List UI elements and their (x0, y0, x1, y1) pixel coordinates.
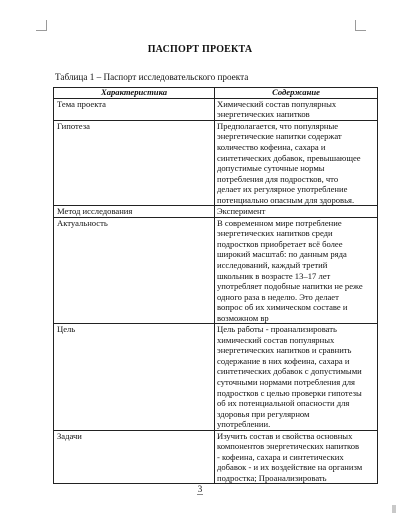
row-value-line: подростка; Проанализировать (217, 472, 327, 483)
row-value-line: - кофеина, сахара и синтетических (217, 451, 344, 462)
row-label: Актуальность (54, 217, 215, 323)
row-value-line: энергетические напитки содержат (217, 131, 342, 142)
row-value (215, 430, 378, 484)
row-value-line: энергетических напитков (217, 109, 310, 120)
row-value-line: энергетических напитков среди (217, 228, 333, 239)
row-value-line: потребления для подростков, что (217, 173, 339, 184)
row-value-line: подростков приобретает всё более (217, 238, 343, 249)
row-value (215, 206, 378, 218)
row-label: Тема проекта (54, 98, 215, 120)
page-number-value: 3 (197, 484, 203, 494)
row-value-line: потенциально опасным для здоровья. (217, 194, 355, 205)
row-value-line: употребляет подобные напитки не реже (217, 281, 363, 292)
table-row (54, 430, 378, 484)
table-caption: Таблица 1 – Паспорт исследовательского проекта (55, 72, 249, 82)
row-value (215, 120, 378, 205)
table-row (54, 98, 378, 120)
row-value-line: синтетических добавок с допустимыми (217, 366, 362, 377)
row-value-line: количество кофеина, сахара и (217, 141, 326, 152)
table-row (54, 120, 378, 205)
margin-corner-mark-top-right (355, 20, 366, 31)
row-value-line: здоровья при регулярном (217, 408, 310, 419)
row-label: Цель (54, 324, 215, 430)
row-value-line: Химический состав популярных (217, 98, 337, 109)
row-value-line: употреблении. (217, 419, 271, 430)
row-value-line: энергетических напитков и сравнить (217, 345, 352, 356)
row-value-line: исследований, каждый третий (217, 260, 328, 270)
table-row (54, 324, 378, 430)
row-value-line: синтетических добавок, превышающее (217, 152, 361, 163)
row-value-line: Цель работы - проанализировать (217, 324, 337, 335)
row-value-line: возможном вр (217, 312, 269, 323)
row-value-line: допустимые суточные нормы (217, 163, 325, 174)
scrollbar-fragment[interactable] (392, 505, 396, 513)
row-value-line: вопрос об их химическом составе и (217, 302, 348, 313)
row-value (215, 217, 378, 323)
row-value-line: школьник в возрасте 13–17 лет (217, 270, 331, 281)
margin-corner-mark-top-left (36, 20, 47, 31)
row-value-line: В современном мире потребление (217, 217, 342, 228)
row-value-line: одного раза в неделю. Это делает (217, 291, 339, 302)
row-value (215, 98, 378, 120)
row-value-line: химический состав популярных (217, 334, 335, 345)
row-value-line: Эксперимент (217, 206, 266, 217)
page-number (0, 484, 400, 495)
column-header-characteristic: Характеристика (54, 88, 215, 99)
row-value-line: делает их регулярное употребление (217, 184, 348, 195)
document-title: ПАСПОРТ ПРОЕКТА (147, 44, 253, 55)
row-label: Гипотеза (54, 120, 215, 205)
row-value-line: добавок - и их воздействие на организм (217, 462, 363, 473)
row-value (215, 324, 378, 430)
row-value-line: об их потенциальной опасности для (217, 398, 350, 409)
row-label: Задачи (54, 430, 215, 484)
row-value-line: содержание в них кофеина, сахара и (217, 355, 350, 366)
table-row (54, 206, 378, 218)
table-row (54, 217, 378, 323)
row-value-line: Изучить состав и свойства основных (217, 430, 353, 441)
row-value-line: подростков с целью проверки гипотезы (217, 387, 362, 398)
row-value-line: компонентов энергетических напитков (217, 441, 360, 452)
row-value-line: Предполагается, что популярные (217, 120, 339, 131)
column-header-content: Содержание (215, 88, 378, 99)
row-label: Метод исследования (54, 206, 215, 218)
table-header-row (54, 88, 378, 99)
row-value-line: суточными нормами потребления для (217, 377, 355, 388)
table-body (54, 98, 378, 484)
project-passport-table (53, 87, 378, 484)
row-value-line: широкий масштаб: по данным ряда (217, 249, 347, 260)
